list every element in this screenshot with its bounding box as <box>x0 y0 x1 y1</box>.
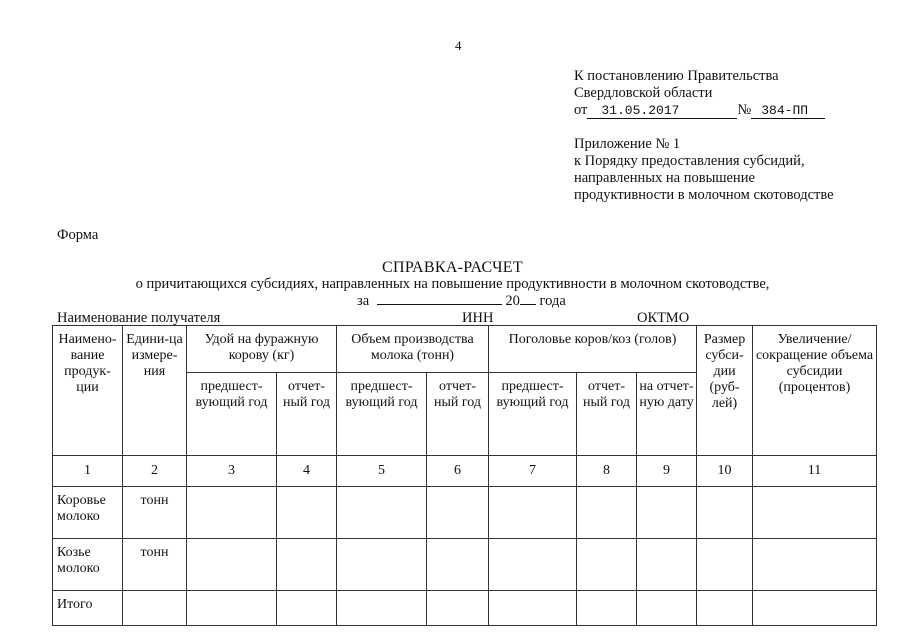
col-milk-yield-header: Удой на фуражную корову (кг) <box>187 326 337 373</box>
annex-line-3: направленных на повышение <box>574 170 755 186</box>
data-cell[interactable] <box>427 487 489 539</box>
col-change-header: Увеличение/ сокращение объема субсидии (процентов) <box>753 326 877 456</box>
data-cell[interactable] <box>697 539 753 591</box>
period-prefix: за <box>357 293 370 309</box>
column-number: 1 <box>53 456 123 487</box>
data-cell[interactable] <box>277 487 337 539</box>
data-cell[interactable] <box>187 539 277 591</box>
header-date-line <box>574 102 834 119</box>
column-number: 3 <box>187 456 277 487</box>
document-header <box>574 68 834 204</box>
column-number: 10 <box>697 456 753 487</box>
data-cell[interactable] <box>637 487 697 539</box>
data-cell[interactable] <box>577 539 637 591</box>
production-reporting-year: отчет-ный год <box>427 373 489 456</box>
decree-number-field: 384-ПП <box>751 104 825 119</box>
product-name: Коровье молоко <box>53 487 123 539</box>
column-number: 6 <box>427 456 489 487</box>
column-number: 8 <box>577 456 637 487</box>
data-cell[interactable] <box>489 487 577 539</box>
period-field[interactable] <box>377 304 502 305</box>
annex-title: Приложение № 1 <box>574 136 681 152</box>
column-number: 5 <box>337 456 427 487</box>
data-cell[interactable] <box>753 591 877 626</box>
header-line-2: Свердловской области <box>574 85 713 101</box>
data-cell[interactable] <box>489 539 577 591</box>
date-prefix: от <box>574 102 588 118</box>
data-cell[interactable] <box>277 539 337 591</box>
data-cell[interactable] <box>277 591 337 626</box>
data-cell[interactable] <box>489 591 577 626</box>
column-number: 9 <box>637 456 697 487</box>
page-number: 4 <box>455 38 462 53</box>
milk-yield-previous-year: предшест-вующий год <box>187 373 277 456</box>
data-cell[interactable] <box>697 487 753 539</box>
livestock-previous-year: предшест-вующий год <box>489 373 577 456</box>
header-line-1: К постановлению Правительства <box>574 68 779 84</box>
livestock-on-date: на отчет-ную дату <box>637 373 697 456</box>
document-title: СПРАВКА-РАСЧЕТ <box>382 259 523 276</box>
data-cell[interactable] <box>577 487 637 539</box>
data-cell[interactable] <box>753 539 877 591</box>
data-cell[interactable] <box>427 591 489 626</box>
livestock-reporting-year: отчет-ный год <box>577 373 637 456</box>
data-cell[interactable] <box>697 591 753 626</box>
col-livestock-header: Поголовье коров/коз (голов) <box>489 326 697 373</box>
unit-cell: тонн <box>123 539 187 591</box>
data-cell[interactable] <box>427 539 489 591</box>
product-name: Козье молоко <box>53 539 123 591</box>
data-cell[interactable] <box>337 539 427 591</box>
annex-line-4: продуктивности в молочном скотоводстве <box>574 187 834 203</box>
period-line <box>357 293 566 310</box>
production-previous-year: предшест-вующий год <box>337 373 427 456</box>
total-row <box>53 591 877 626</box>
year-field[interactable] <box>520 304 536 305</box>
inn-label: ИНН <box>462 310 494 326</box>
data-cell[interactable] <box>637 591 697 626</box>
data-cell[interactable] <box>187 487 277 539</box>
table-row <box>53 539 877 591</box>
table-row <box>53 487 877 539</box>
column-number: 7 <box>489 456 577 487</box>
data-cell[interactable] <box>577 591 637 626</box>
year-suffix: года <box>539 293 566 309</box>
data-cell[interactable] <box>337 487 427 539</box>
oktmo-label: ОКТМО <box>637 310 690 326</box>
data-cell[interactable] <box>123 591 187 626</box>
data-cell[interactable] <box>637 539 697 591</box>
subsidy-table <box>52 325 877 626</box>
year-prefix: 20 <box>505 293 520 309</box>
col-subsidy-header: Размер субси-дии (руб-лей) <box>697 326 753 456</box>
column-number: 11 <box>753 456 877 487</box>
column-number: 2 <box>123 456 187 487</box>
total-label: Итого <box>53 591 123 626</box>
annex-line-2: к Порядку предоставления субсидий, <box>574 153 805 169</box>
milk-yield-reporting-year: отчет-ный год <box>277 373 337 456</box>
column-number: 4 <box>277 456 337 487</box>
data-cell[interactable] <box>753 487 877 539</box>
form-label: Форма <box>57 227 99 243</box>
number-prefix: № <box>737 102 752 118</box>
document-subtitle: о причитающихся субсидиях, направленных на повышение продуктивности в молочном скотоводстве, <box>135 276 770 292</box>
col-production-header: Объем производства молока (тонн) <box>337 326 489 373</box>
unit-cell: тонн <box>123 487 187 539</box>
decree-date-field: 31.05.2017 <box>587 104 737 119</box>
recipient-name-label: Наименование получателя <box>57 310 221 326</box>
col-unit-header: Едини-ца измере-ния <box>123 326 187 456</box>
col-product-header: Наимено-вание продук-ции <box>53 326 123 456</box>
data-cell[interactable] <box>337 591 427 626</box>
data-cell[interactable] <box>187 591 277 626</box>
